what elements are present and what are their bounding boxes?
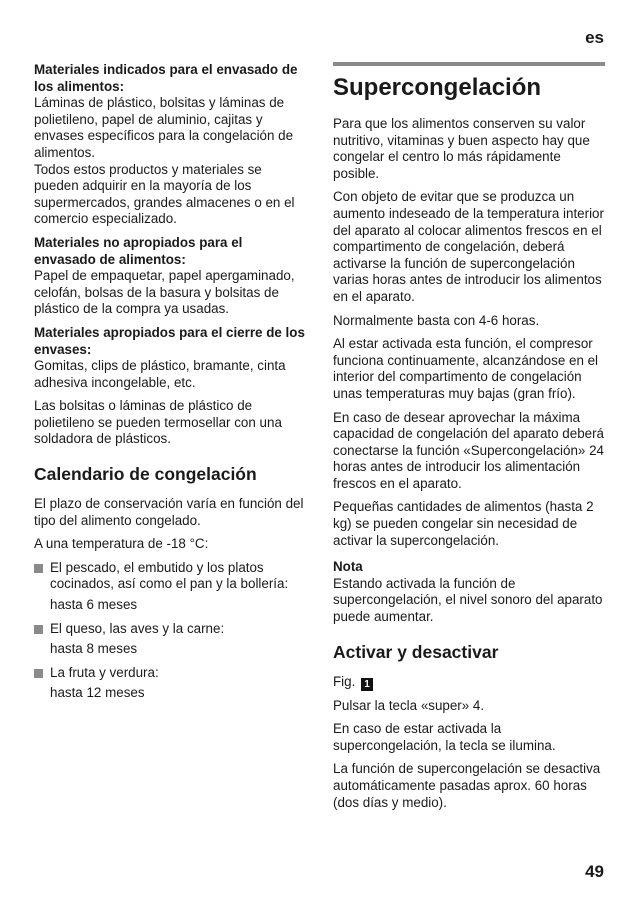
right-column xyxy=(333,62,605,818)
list-item xyxy=(34,560,306,614)
section-divider xyxy=(333,62,605,66)
calendar-temperature: A una temperatura de -18 °C: xyxy=(34,536,209,552)
activate-paragraph: La función de supercongelación se desactiva automáticamente pasadas aprox. 60 horas (dos días y medio). xyxy=(333,761,601,810)
list-item-duration: hasta 8 meses xyxy=(50,641,138,657)
calendar-title: Calendario de congelación xyxy=(34,464,257,485)
supercongelacion-title: Supercongelación xyxy=(333,74,542,101)
list-item xyxy=(34,665,306,702)
closure-materials-text: Gomitas, clips de plástico, bramante, cinta adhesiva incongelable, etc. xyxy=(34,358,286,390)
materials-suitable-text: Láminas de plástico, bolsitas y láminas de polietileno, papel de aluminio, cajitas y envases específicos para la congelación de alimentos. xyxy=(34,95,294,160)
left-column xyxy=(34,62,306,709)
activate-paragraph: En caso de estar activada la supercongelación, la tecla se ilumina. xyxy=(333,721,556,753)
super-paragraph: Normalmente basta con 4-6 horas. xyxy=(333,312,540,328)
bullet-square-icon xyxy=(34,625,43,634)
materials-availability-text: Todos estos productos y materiales se pueden adquirir en la mayoría de los supermercados, grandes almacenes o en el comercio especializado. xyxy=(34,161,295,227)
bullet-square-icon xyxy=(34,564,43,573)
note-text: Estando activada la función de supercongelación, el nivel sonoro del aparato puede aumentar. xyxy=(333,575,603,625)
list-item-label: La fruta y verdura: xyxy=(50,664,159,680)
figure-label: Fig. xyxy=(333,673,356,689)
closure-materials-heading: Materiales apropiados para el cierre de los envases: xyxy=(34,324,305,357)
figure-reference xyxy=(333,674,605,691)
bullet-square-icon xyxy=(34,669,43,678)
list-item-duration: hasta 12 meses xyxy=(50,685,145,701)
calendar-list xyxy=(34,560,306,702)
super-paragraph: Para que los alimentos conserven su valor nutritivo, vitaminas y buen aspecto hay que congelar el centro lo más rápidamente posible. xyxy=(333,116,590,181)
page-number: 49 xyxy=(585,862,604,881)
materials-suitable-heading: Materiales indicados para el envasado de los alimentos: xyxy=(34,62,298,94)
super-paragraph: Con objeto de evitar que se produzca un aumento indeseado de la temperatura interior del aparato al colocar alimentos frescos en el compartimento de congelación, deberá activarse la función de supercongelación varias horas antes de introducir los alimentos en el aparato. xyxy=(333,189,604,304)
polyethylene-paragraph: Las bolsitas o láminas de plástico de polietileno se pueden termosellar con una soldadora de plásticos. xyxy=(34,398,282,447)
list-item-label: El pescado, el embutido y los platos cocinados, así como el pan y la bollería: xyxy=(50,559,289,592)
super-paragraph: En caso de desear aprovechar la máxima capacidad de congelación del aparato deberá conectarse la función «Supercongelación» 24 horas antes de introducir los alimentación frescos en el aparato. xyxy=(333,409,604,491)
closure-materials-block xyxy=(34,325,306,391)
materials-unsuitable-block xyxy=(34,235,306,318)
calendar-intro: El plazo de conservación varía en función del tipo del alimento congelado. xyxy=(34,496,304,528)
list-item-label: El queso, las aves y la carne: xyxy=(50,620,225,636)
list-item xyxy=(34,621,306,658)
figure-number-badge: 1 xyxy=(361,678,373,691)
materials-unsuitable-heading: Materiales no apropiados para el envasado de alimentos: xyxy=(34,234,243,267)
super-paragraph: Pequeñas cantidades de alimentos (hasta 2 kg) se pueden congelar sin necesidad de activar la supercongelación. xyxy=(333,499,594,548)
super-paragraph: Al estar activada esta función, el compresor funciona continuamente, alcanzándose en el interior del compartimento de congelación unas temperaturas muy bajas (gran frío). xyxy=(333,336,599,401)
activate-paragraph: Pulsar la tecla «super» 4. xyxy=(333,697,485,713)
language-tag: es xyxy=(585,28,604,47)
activate-title: Activar y desactivar xyxy=(333,641,499,662)
materials-unsuitable-text: Papel de empaquetar, papel apergaminado, celofán, bolsas de la basura y bolsitas de plástico de la compra ya usadas. xyxy=(34,268,295,317)
list-item-duration: hasta 6 meses xyxy=(50,597,138,613)
note-heading: Nota xyxy=(333,559,363,575)
materials-suitable-block xyxy=(34,62,306,228)
